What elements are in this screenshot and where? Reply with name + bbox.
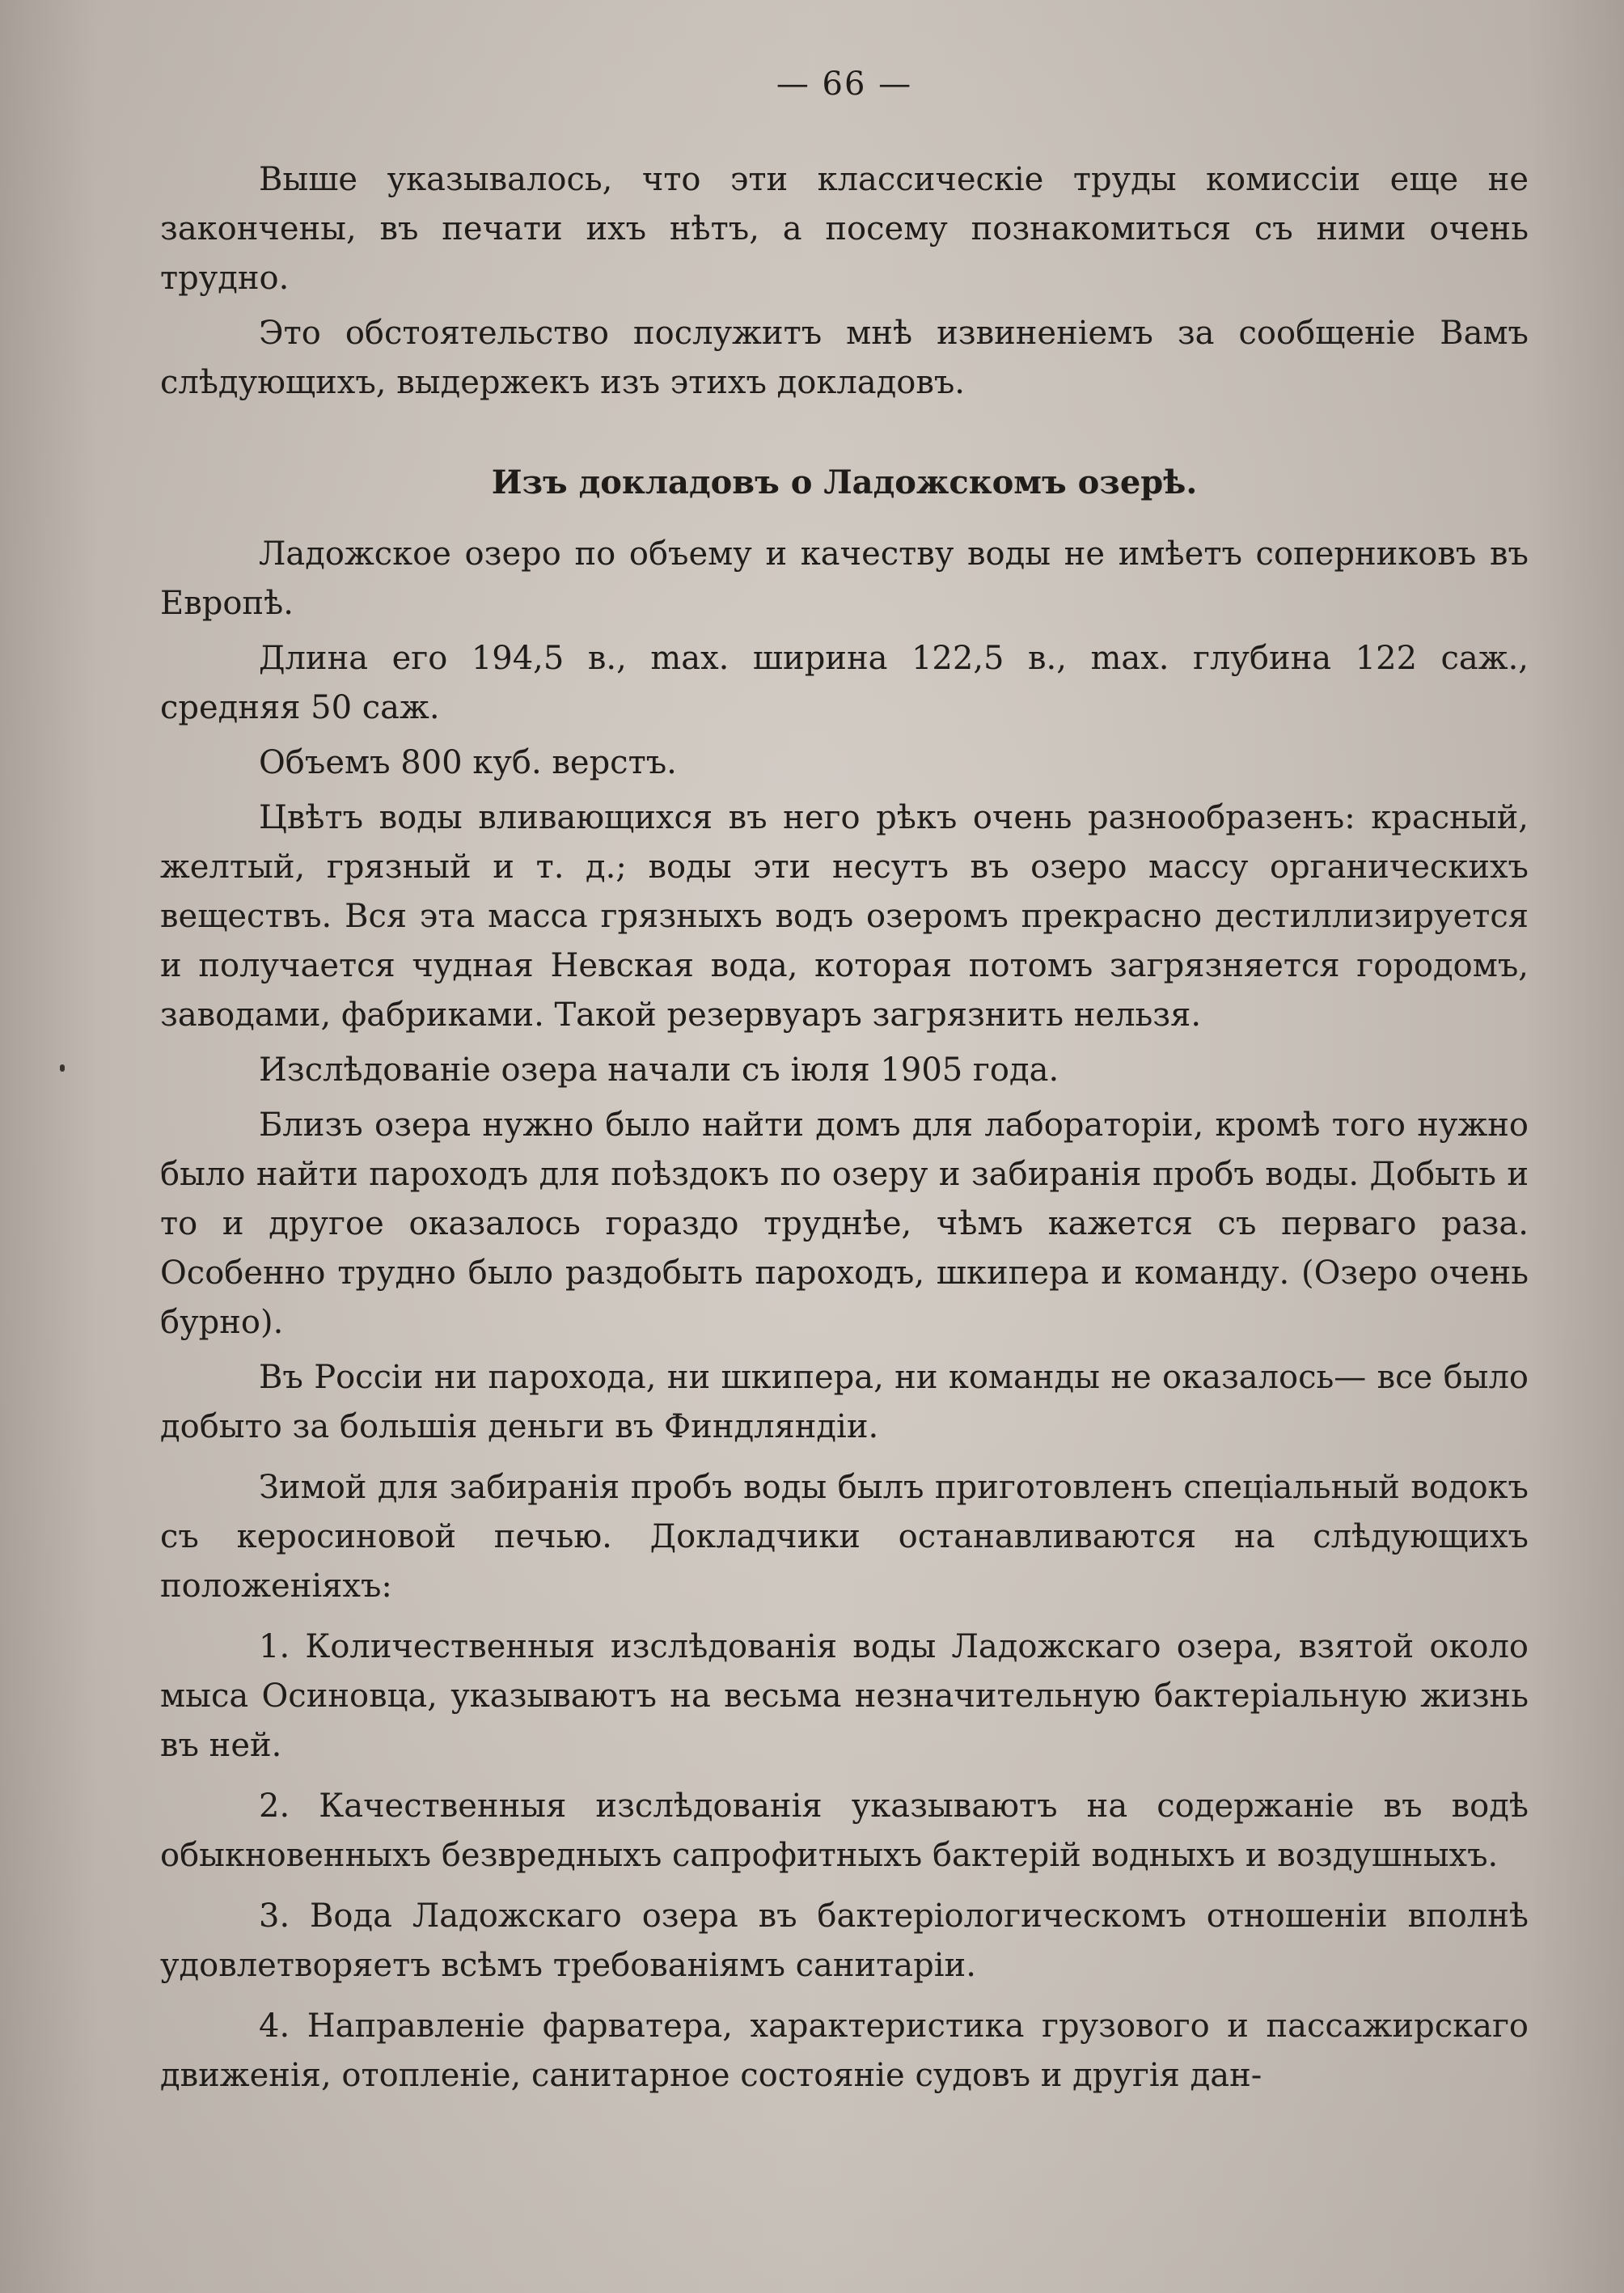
paragraph: Изслѣдованіе озера начали съ іюля 1905 года. xyxy=(259,1051,1059,1089)
section-heading: Изъ докладовъ о Ладожскомъ озерѣ. xyxy=(491,463,1198,501)
paragraph: Зимой для забиранія пробъ воды былъ приготовленъ спеціальный водокъ съ керосиновой печью. Докладчики останавливаются на слѣдующихъ положеніяхъ: xyxy=(160,1469,1529,1605)
ink-speck xyxy=(60,1064,65,1072)
paragraph: Длина его 194,5 в., max. ширина 122,5 в., max. глубина 122 саж., средняя 50 саж. xyxy=(160,640,1529,726)
paragraph: Ладожское озеро по объему и качеству воды не имѣетъ соперниковъ въ Европѣ. xyxy=(160,535,1529,622)
numbered-item: 2. Качественныя изслѣдованія указываютъ на содержаніе въ водѣ обыкновенныхъ безвредныхъ сапрофитныхъ бактерій водныхъ и воздушныхъ. xyxy=(160,1787,1529,1874)
page-number: — 66 — xyxy=(776,66,913,103)
paragraph: Близъ озера нужно было найти домъ для лабораторіи, кромѣ того нужно было найти пароходъ для поѣздокъ по озеру и забиранія пробъ воды. Добыть и то и другое оказалось гораздо труднѣе, чѣмъ кажется съ перваго раза. Особенно трудно было раздобыть пароходъ, шкипера и команду. (Озеро очень бурно). xyxy=(160,1106,1529,1341)
numbered-item: 1. Количественныя изслѣдованія воды Ладожскаго озера, взятой около мыса Осиновца, указываютъ на весьма незначительную бактеріальную жизнь въ ней. xyxy=(160,1628,1529,1764)
paragraph: Объемъ 800 куб. верстъ. xyxy=(259,744,677,781)
numbered-item: 3. Вода Ладожскаго озера въ бактеріологическомъ отношеніи вполнѣ удовлетворяетъ всѣмъ требованіямъ санитаріи. xyxy=(160,1897,1529,1984)
numbered-item: 4. Направленіе фарватера, характеристика грузового и пассажирскаго движенія, отопленіе, санитарное состояніе судовъ и другія дан- xyxy=(160,2007,1529,2094)
text-block xyxy=(160,58,1529,2101)
paragraph: Въ Россіи ни парохода, ни шкипера, ни команды не оказалось— все было добыто за большія деньги въ Финдляндіи. xyxy=(160,1359,1529,1445)
paragraph: Выше указывалось, что эти классическіе труды комиссіи еще не закончены, въ печати ихъ нѣтъ, а посему познакомиться съ ними очень трудно. xyxy=(160,161,1529,297)
paragraph: Цвѣтъ воды вливающихся въ него рѣкъ очень разнообразенъ: красный, желтый, грязный и т. д.; воды эти несутъ въ озеро массу органическихъ веществъ. Вся эта масса грязныхъ водъ озеромъ прекрасно дестиллизируется и получается чудная Невская вода, которая потомъ загрязняется городомъ, заводами, фабриками. Такой резервуаръ загрязнить нельзя. xyxy=(160,799,1529,1034)
paragraph: Это обстоятельство послужитъ мнѣ извиненіемъ за сообщеніе Вамъ слѣдующихъ, выдержекъ изъ этихъ докладовъ. xyxy=(160,315,1529,401)
